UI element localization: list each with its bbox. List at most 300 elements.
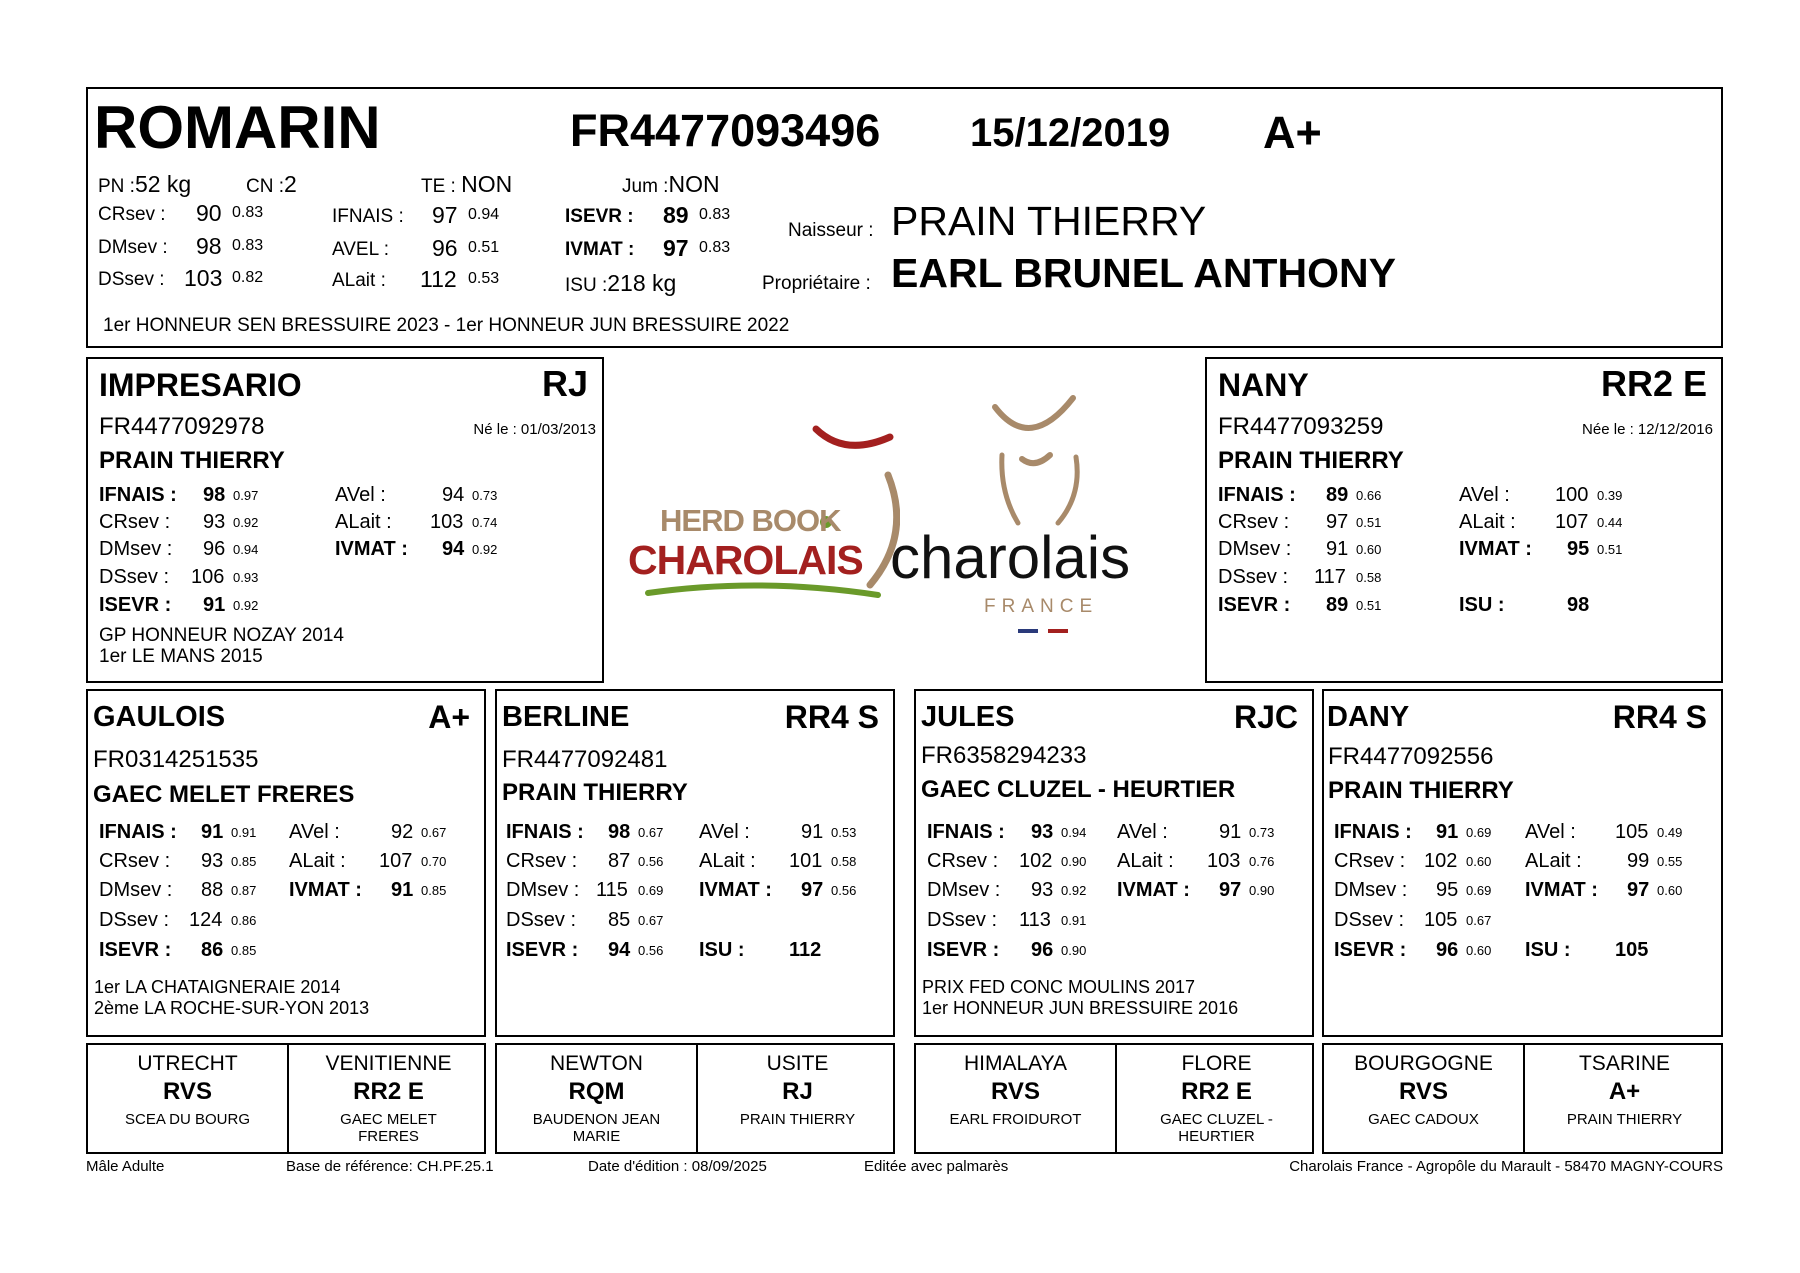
dam-grade: RR2 E bbox=[1600, 363, 1707, 404]
gp-avel bbox=[289, 821, 447, 844]
te-value: NON bbox=[461, 171, 513, 197]
gp-avel-r: 0.73 bbox=[1249, 825, 1275, 840]
gp-dmsev-value: 88 bbox=[201, 879, 224, 901]
gp-ivmat-label: IVMAT : bbox=[1525, 879, 1598, 901]
grandparent-box bbox=[914, 689, 1314, 1037]
dam-id: FR4477093259 bbox=[1218, 413, 1384, 440]
sire-isevr bbox=[99, 594, 259, 617]
gp-isu bbox=[699, 939, 822, 962]
grandparent-name: BERLINE bbox=[502, 701, 630, 733]
grandparent-name: JULES bbox=[921, 701, 1015, 733]
sire-ifnais-value: 98 bbox=[203, 484, 226, 506]
gp-ifnais-label: IFNAIS : bbox=[506, 821, 584, 843]
grandparent-id: FR0314251535 bbox=[93, 746, 259, 773]
ggp-name: FLORE bbox=[1181, 1052, 1252, 1075]
dam-dmsev-r: 0.60 bbox=[1356, 542, 1382, 557]
great-grandparent-cell bbox=[497, 1045, 696, 1152]
gp-alait bbox=[699, 850, 857, 873]
ivmat-reliability: 0.83 bbox=[699, 239, 731, 256]
crsev-label: CRsev : bbox=[98, 204, 166, 225]
great-grandparent-pair bbox=[495, 1043, 895, 1154]
gp-alait-value: 107 bbox=[379, 850, 413, 872]
sire-palmares-1: GP HONNEUR NOZAY 2014 bbox=[99, 625, 344, 646]
gp-ifnais bbox=[506, 821, 664, 844]
dam-name: NANY bbox=[1218, 367, 1309, 403]
gp-avel bbox=[1525, 821, 1683, 844]
gp-isevr-label: ISEVR : bbox=[927, 939, 1000, 961]
dam-avel-label: AVel : bbox=[1459, 484, 1510, 506]
avel-value: 96 bbox=[432, 235, 458, 261]
gp-isevr-value: 86 bbox=[201, 939, 224, 961]
naisseur-label: Naisseur : bbox=[788, 220, 874, 241]
ggp-owner-line-1: BAUDENON JEAN bbox=[532, 1111, 661, 1128]
gp-ivmat-label: IVMAT : bbox=[1117, 879, 1190, 901]
alait-reliability: 0.53 bbox=[468, 270, 500, 287]
gp-ivmat bbox=[1117, 879, 1275, 902]
dam-isevr-label: ISEVR : bbox=[1218, 594, 1291, 616]
dam-ifnais-label: IFNAIS : bbox=[1218, 484, 1296, 506]
animal-birth-date: 15/12/2019 bbox=[970, 111, 1171, 155]
dam-avel bbox=[1459, 484, 1623, 507]
dam-crsev-label: CRsev : bbox=[1218, 511, 1290, 533]
gp-ivmat-value: 97 bbox=[1627, 879, 1650, 901]
gp-ivmat-value: 91 bbox=[391, 879, 414, 901]
ggp-grade: RJ bbox=[782, 1078, 813, 1105]
gp-isevr-label: ISEVR : bbox=[99, 939, 172, 961]
ggp-grade: RR2 E bbox=[353, 1078, 424, 1105]
ggp-owner-line-1: EARL FROIDUROT bbox=[949, 1111, 1082, 1128]
gp-palmares-2: 1er HONNEUR JUN BRESSUIRE 2016 bbox=[922, 998, 1239, 1018]
france-text: FRANCE bbox=[984, 596, 1099, 617]
ivmat-label: IVMAT : bbox=[565, 239, 635, 260]
footer-palmares-note: Editée avec palmarès bbox=[864, 1158, 1009, 1175]
gp-crsev bbox=[506, 850, 664, 873]
sire-crsev bbox=[99, 511, 259, 534]
gp-dssev-value: 124 bbox=[189, 909, 223, 931]
gp-crsev-label: CRsev : bbox=[927, 850, 999, 872]
gp-ifnais-r: 0.94 bbox=[1061, 825, 1087, 840]
dam-ivmat bbox=[1459, 538, 1623, 561]
sire-grade: RJ bbox=[541, 363, 588, 404]
ggp-name: USITE bbox=[766, 1052, 829, 1075]
gp-dssev-label: DSsev : bbox=[927, 909, 998, 931]
pn-value: 52 kg bbox=[134, 171, 192, 197]
gp-ivmat bbox=[1525, 879, 1683, 902]
ggp-owner-line-2: FRERES bbox=[358, 1128, 419, 1145]
ifnais-reliability: 0.94 bbox=[468, 206, 500, 223]
ggp-name: TSARINE bbox=[1578, 1052, 1670, 1075]
dam-box bbox=[1205, 357, 1723, 683]
gp-alait-label: ALait : bbox=[289, 850, 346, 872]
ggp-name: VENITIENNE bbox=[325, 1052, 452, 1075]
gp-isevr bbox=[99, 939, 257, 962]
gp-alait-r: 0.76 bbox=[1249, 854, 1275, 869]
gp-dssev-r: 0.86 bbox=[231, 913, 257, 928]
charolais-text: charolais bbox=[890, 524, 1131, 591]
avel-field bbox=[332, 235, 500, 261]
gp-alait-label: ALait : bbox=[1525, 850, 1582, 872]
dam-dmsev-value: 91 bbox=[1326, 538, 1349, 560]
grandparent-grade: A+ bbox=[428, 699, 470, 735]
dam-crsev bbox=[1218, 511, 1382, 534]
sire-isevr-label: ISEVR : bbox=[99, 594, 172, 616]
naisseur-value: PRAIN THIERRY bbox=[891, 198, 1207, 244]
gp-avel-label: AVel : bbox=[289, 821, 340, 843]
ggp-name: HIMALAYA bbox=[963, 1052, 1068, 1075]
dam-owner: PRAIN THIERRY bbox=[1218, 447, 1404, 474]
gp-dssev-label: DSsev : bbox=[1334, 909, 1405, 931]
dam-alait-label: ALait : bbox=[1459, 511, 1516, 533]
gp-isevr bbox=[927, 939, 1087, 962]
grandparent-id: FR4477092481 bbox=[502, 746, 668, 773]
gp-ivmat-r: 0.60 bbox=[1657, 883, 1683, 898]
gp-crsev-value: 102 bbox=[1424, 850, 1458, 872]
ggp-grade: RVS bbox=[1399, 1078, 1448, 1105]
dam-ifnais-value: 89 bbox=[1326, 484, 1349, 506]
gp-alait-value: 103 bbox=[1207, 850, 1241, 872]
grandparent-id: FR4477092556 bbox=[1328, 743, 1494, 770]
sire-palmares-2: 1er LE MANS 2015 bbox=[99, 646, 263, 667]
dssev-label: DSsev : bbox=[98, 269, 165, 290]
dam-dmsev-label: DMsev : bbox=[1218, 538, 1292, 560]
gp-alait-r: 0.70 bbox=[421, 854, 447, 869]
great-grandparent-cell bbox=[289, 1045, 488, 1152]
gp-dmsev-value: 115 bbox=[596, 879, 628, 901]
gp-dssev-label: DSsev : bbox=[99, 909, 170, 931]
sire-ivmat-r: 0.92 bbox=[472, 542, 498, 557]
animal-palmares: 1er HONNEUR SEN BRESSUIRE 2023 - 1er HONNEUR JUN BRESSUIRE 2022 bbox=[103, 315, 790, 336]
gp-ivmat bbox=[699, 879, 857, 902]
sire-box bbox=[86, 357, 604, 683]
grandparent-name: DANY bbox=[1327, 701, 1410, 733]
gp-dmsev-label: DMsev : bbox=[506, 879, 580, 901]
dam-alait bbox=[1459, 511, 1623, 534]
gp-crsev-r: 0.85 bbox=[231, 854, 257, 869]
sire-alait-r: 0.74 bbox=[472, 515, 498, 530]
dmsev-value: 98 bbox=[196, 233, 222, 259]
dam-ivmat-r: 0.51 bbox=[1597, 542, 1623, 557]
gp-avel-value: 105 bbox=[1615, 821, 1649, 843]
footer-category: Mâle Adulte bbox=[86, 1158, 165, 1175]
gp-isevr-value: 96 bbox=[1436, 939, 1459, 961]
cn-value: 2 bbox=[284, 171, 297, 197]
dam-dssev-value: 117 bbox=[1314, 566, 1346, 588]
charolais-france-logo bbox=[890, 393, 1195, 643]
ggp-owner-line-1: GAEC MELET bbox=[340, 1111, 437, 1128]
grandparent-box bbox=[1322, 689, 1723, 1037]
gp-ifnais-label: IFNAIS : bbox=[1334, 821, 1412, 843]
sire-ifnais-label: IFNAIS : bbox=[99, 484, 177, 506]
te-label: TE : bbox=[421, 176, 456, 197]
gp-alait bbox=[1525, 850, 1683, 873]
gp-isu-value: 112 bbox=[789, 939, 822, 961]
sire-alait-value: 103 bbox=[430, 511, 464, 533]
gp-crsev-value: 87 bbox=[608, 850, 631, 872]
sire-ivmat bbox=[335, 538, 498, 561]
gp-crsev-label: CRsev : bbox=[99, 850, 171, 872]
gp-dmsev bbox=[99, 879, 257, 902]
gp-isevr-r: 0.85 bbox=[231, 943, 257, 958]
gp-ifnais-value: 91 bbox=[201, 821, 224, 843]
gp-dssev-value: 113 bbox=[1019, 909, 1051, 931]
ggp-grade: A+ bbox=[1608, 1078, 1641, 1105]
gp-isevr-value: 96 bbox=[1031, 939, 1054, 961]
gp-avel-r: 0.53 bbox=[831, 825, 857, 840]
gp-avel-value: 92 bbox=[391, 821, 414, 843]
sire-dssev-value: 106 bbox=[191, 566, 225, 588]
sire-dssev-label: DSsev : bbox=[99, 566, 170, 588]
crsev-value: 90 bbox=[196, 200, 222, 226]
gp-crsev-value: 93 bbox=[201, 850, 224, 872]
gp-ifnais bbox=[927, 821, 1087, 844]
sire-alait-label: ALait : bbox=[335, 511, 392, 533]
sire-dssev-r: 0.93 bbox=[233, 570, 259, 585]
gp-isevr bbox=[506, 939, 664, 962]
sire-dmsev-value: 96 bbox=[203, 538, 226, 560]
alait-field bbox=[332, 266, 500, 292]
gp-isu-label: ISU : bbox=[1525, 939, 1571, 961]
dam-ivmat-label: IVMAT : bbox=[1459, 538, 1532, 560]
gp-avel-value: 91 bbox=[801, 821, 824, 843]
gp-dmsev bbox=[506, 879, 664, 902]
ifnais-value: 97 bbox=[432, 202, 458, 228]
gp-dssev-r: 0.67 bbox=[638, 913, 664, 928]
gp-dssev-r: 0.67 bbox=[1466, 913, 1492, 928]
ggp-owner-line-1: GAEC CADOUX bbox=[1368, 1111, 1479, 1128]
grandparent-grade: RR4 S bbox=[1612, 699, 1707, 735]
gp-dssev-label: DSsev : bbox=[506, 909, 577, 931]
dam-isevr-value: 89 bbox=[1326, 594, 1349, 616]
gp-dssev-value: 105 bbox=[1424, 909, 1458, 931]
gp-dssev bbox=[927, 909, 1087, 932]
sire-isevr-r: 0.92 bbox=[233, 598, 259, 613]
grandparent-id: FR6358294233 bbox=[921, 742, 1087, 769]
gp-dmsev bbox=[927, 879, 1087, 902]
dmsev-label: DMsev : bbox=[98, 237, 168, 258]
gp-dmsev-label: DMsev : bbox=[927, 879, 1001, 901]
sire-crsev-r: 0.92 bbox=[233, 515, 259, 530]
grandparent-owner: GAEC MELET FRERES bbox=[93, 781, 355, 808]
dssev-reliability: 0.82 bbox=[232, 269, 264, 286]
dam-ivmat-value: 95 bbox=[1567, 538, 1590, 560]
gp-isu-label: ISU : bbox=[699, 939, 745, 961]
gp-alait-r: 0.55 bbox=[1657, 854, 1683, 869]
sire-crsev-value: 93 bbox=[203, 511, 226, 533]
alait-label: ALait : bbox=[332, 270, 386, 291]
dam-dssev bbox=[1218, 566, 1382, 589]
sire-ifnais-r: 0.97 bbox=[233, 488, 259, 503]
grandparent-grade: RJC bbox=[1233, 699, 1298, 735]
sire-avel-r: 0.73 bbox=[472, 488, 498, 503]
gp-dmsev-label: DMsev : bbox=[99, 879, 173, 901]
gp-ifnais bbox=[99, 821, 257, 844]
gp-ivmat-value: 97 bbox=[801, 879, 824, 901]
sire-dmsev bbox=[99, 538, 259, 561]
sire-id: FR4477092978 bbox=[99, 413, 265, 440]
ggp-name: BOURGOGNE bbox=[1354, 1052, 1493, 1075]
sire-isevr-value: 91 bbox=[203, 594, 226, 616]
gp-crsev-label: CRsev : bbox=[1334, 850, 1406, 872]
dam-ifnais bbox=[1218, 484, 1382, 507]
gp-alait-value: 99 bbox=[1627, 850, 1650, 872]
dam-isu-value: 98 bbox=[1567, 594, 1590, 616]
great-grandparent-cell bbox=[1117, 1045, 1316, 1152]
crsev-field bbox=[98, 200, 264, 226]
isu-field bbox=[565, 270, 676, 297]
gp-crsev-label: CRsev : bbox=[506, 850, 578, 872]
gp-ifnais-r: 0.91 bbox=[231, 825, 257, 840]
herdbook-logo bbox=[620, 415, 900, 605]
gp-avel bbox=[699, 821, 857, 844]
dam-alait-r: 0.44 bbox=[1597, 515, 1623, 530]
gp-dssev-value: 85 bbox=[608, 909, 631, 931]
gp-ivmat-r: 0.56 bbox=[831, 883, 857, 898]
gp-ivmat-r: 0.90 bbox=[1249, 883, 1275, 898]
grandparent-owner: GAEC CLUZEL - HEURTIER bbox=[921, 776, 1236, 803]
isevr-label: ISEVR : bbox=[565, 206, 634, 227]
gp-ifnais-value: 91 bbox=[1436, 821, 1459, 843]
dam-isu bbox=[1459, 594, 1590, 617]
ggp-owner-line-2: MARIE bbox=[572, 1128, 621, 1145]
grandparent-owner: PRAIN THIERRY bbox=[1328, 777, 1514, 804]
ggp-grade: RVS bbox=[163, 1078, 212, 1105]
isu-value: 218 kg bbox=[607, 270, 677, 296]
great-grandparent-cell bbox=[1324, 1045, 1523, 1152]
sire-avel-value: 94 bbox=[442, 484, 465, 506]
grandparent-box bbox=[495, 689, 895, 1037]
sire-dmsev-r: 0.94 bbox=[233, 542, 259, 557]
gp-dmsev-value: 93 bbox=[1031, 879, 1054, 901]
dam-avel-r: 0.39 bbox=[1597, 488, 1623, 503]
gp-crsev-r: 0.56 bbox=[638, 854, 664, 869]
cn-label: CN : bbox=[246, 176, 284, 197]
gp-isevr-r: 0.56 bbox=[638, 943, 664, 958]
animal-id: FR4477093496 bbox=[570, 105, 881, 156]
dssev-field bbox=[98, 265, 264, 291]
gp-alait-value: 101 bbox=[789, 850, 823, 872]
gp-crsev bbox=[99, 850, 257, 873]
animal-name: ROMARIN bbox=[94, 94, 381, 161]
gp-ifnais-r: 0.69 bbox=[1466, 825, 1492, 840]
gp-crsev bbox=[927, 850, 1087, 873]
te-field bbox=[421, 171, 512, 198]
gp-avel-label: AVel : bbox=[1525, 821, 1576, 843]
sire-born-value: 01/03/2013 bbox=[520, 421, 596, 438]
gp-ivmat-label: IVMAT : bbox=[699, 879, 772, 901]
ggp-name: NEWTON bbox=[550, 1052, 643, 1075]
gp-isevr-r: 0.90 bbox=[1061, 943, 1087, 958]
jum-value: NON bbox=[668, 171, 720, 197]
jum-label: Jum : bbox=[622, 176, 669, 197]
great-grandparent-pair bbox=[86, 1043, 486, 1154]
gp-dssev-r: 0.91 bbox=[1061, 913, 1087, 928]
pn-field bbox=[98, 171, 191, 198]
gp-avel bbox=[1117, 821, 1275, 844]
gp-ivmat-label: IVMAT : bbox=[289, 879, 362, 901]
dam-isu-label: ISU : bbox=[1459, 594, 1505, 616]
gp-avel-r: 0.67 bbox=[421, 825, 447, 840]
grandparent-name: GAULOIS bbox=[93, 701, 226, 733]
dssev-value: 103 bbox=[184, 265, 223, 291]
ivmat-value: 97 bbox=[663, 235, 689, 261]
gp-ifnais-label: IFNAIS : bbox=[99, 821, 177, 843]
dam-dssev-label: DSsev : bbox=[1218, 566, 1289, 588]
sire-avel-label: AVel : bbox=[335, 484, 386, 506]
gp-ivmat-r: 0.85 bbox=[421, 883, 447, 898]
gp-alait-label: ALait : bbox=[1117, 850, 1174, 872]
sire-dssev bbox=[99, 566, 259, 589]
gp-isevr-label: ISEVR : bbox=[506, 939, 579, 961]
isevr-reliability: 0.83 bbox=[699, 206, 731, 223]
ggp-grade: RQM bbox=[568, 1078, 625, 1105]
gp-isevr-r: 0.60 bbox=[1466, 943, 1492, 958]
sire-ifnais bbox=[99, 484, 259, 507]
gp-crsev-r: 0.60 bbox=[1466, 854, 1492, 869]
gp-avel-label: AVel : bbox=[1117, 821, 1168, 843]
sire-born bbox=[473, 421, 596, 438]
gp-ivmat-value: 97 bbox=[1219, 879, 1242, 901]
herdbook-bottom-text: CHAROLAIS bbox=[628, 537, 863, 583]
gp-avel-r: 0.49 bbox=[1657, 825, 1683, 840]
ifnais-label: IFNAIS : bbox=[332, 206, 404, 227]
dmsev-reliability: 0.83 bbox=[232, 237, 264, 254]
great-grandparent-cell bbox=[88, 1045, 287, 1152]
dam-born-label: Née le : bbox=[1582, 421, 1634, 438]
sire-dmsev-label: DMsev : bbox=[99, 538, 173, 560]
animal-header-box bbox=[86, 87, 1723, 348]
sire-ivmat-label: IVMAT : bbox=[335, 538, 408, 560]
dam-dmsev bbox=[1218, 538, 1382, 561]
cn-field bbox=[246, 171, 297, 198]
jum-field bbox=[622, 171, 720, 198]
ggp-grade: RVS bbox=[991, 1078, 1040, 1105]
sire-avel bbox=[335, 484, 498, 507]
gp-dmsev bbox=[1334, 879, 1492, 902]
herdbook-top-text: HERD BOOK bbox=[660, 503, 841, 538]
sire-ivmat-value: 94 bbox=[442, 538, 465, 560]
dam-alait-value: 107 bbox=[1555, 511, 1589, 533]
gp-crsev-r: 0.90 bbox=[1061, 854, 1087, 869]
isevr-value: 89 bbox=[663, 202, 689, 228]
great-grandparent-pair bbox=[1322, 1043, 1723, 1154]
gp-dmsev-value: 95 bbox=[1436, 879, 1459, 901]
gp-ifnais-value: 98 bbox=[608, 821, 631, 843]
gp-crsev-value: 102 bbox=[1019, 850, 1053, 872]
dam-avel-value: 100 bbox=[1555, 484, 1589, 506]
footer-base: Base de référence: CH.PF.25.1 bbox=[286, 1158, 494, 1175]
footer-edition-date: Date d'édition : 08/09/2025 bbox=[588, 1158, 767, 1175]
avel-reliability: 0.51 bbox=[468, 239, 500, 256]
gp-dssev bbox=[1334, 909, 1492, 932]
footer-address: Charolais France - Agropôle du Marault - 58470 MAGNY-COURS bbox=[1289, 1158, 1723, 1175]
gp-avel-label: AVel : bbox=[699, 821, 750, 843]
gp-alait bbox=[289, 850, 447, 873]
animal-grade: A+ bbox=[1263, 107, 1322, 158]
alait-value: 112 bbox=[420, 266, 457, 292]
ggp-owner-line-1: PRAIN THIERRY bbox=[739, 1111, 856, 1128]
sire-born-label: Né le : bbox=[473, 421, 517, 438]
isevr-field bbox=[565, 202, 731, 228]
gp-palmares-1: 1er LA CHATAIGNERAIE 2014 bbox=[94, 977, 341, 997]
dam-ifnais-r: 0.66 bbox=[1356, 488, 1382, 503]
great-grandparent-pair bbox=[914, 1043, 1314, 1154]
ggp-owner-line-2: HEURTIER bbox=[1178, 1128, 1255, 1145]
grandparent-box bbox=[86, 689, 486, 1037]
ggp-owner-line-1: GAEC CLUZEL - bbox=[1160, 1111, 1273, 1128]
gp-isu-value: 105 bbox=[1615, 939, 1649, 961]
ggp-owner-line-1: PRAIN THIERRY bbox=[1566, 1111, 1683, 1128]
gp-isevr-value: 94 bbox=[608, 939, 631, 961]
